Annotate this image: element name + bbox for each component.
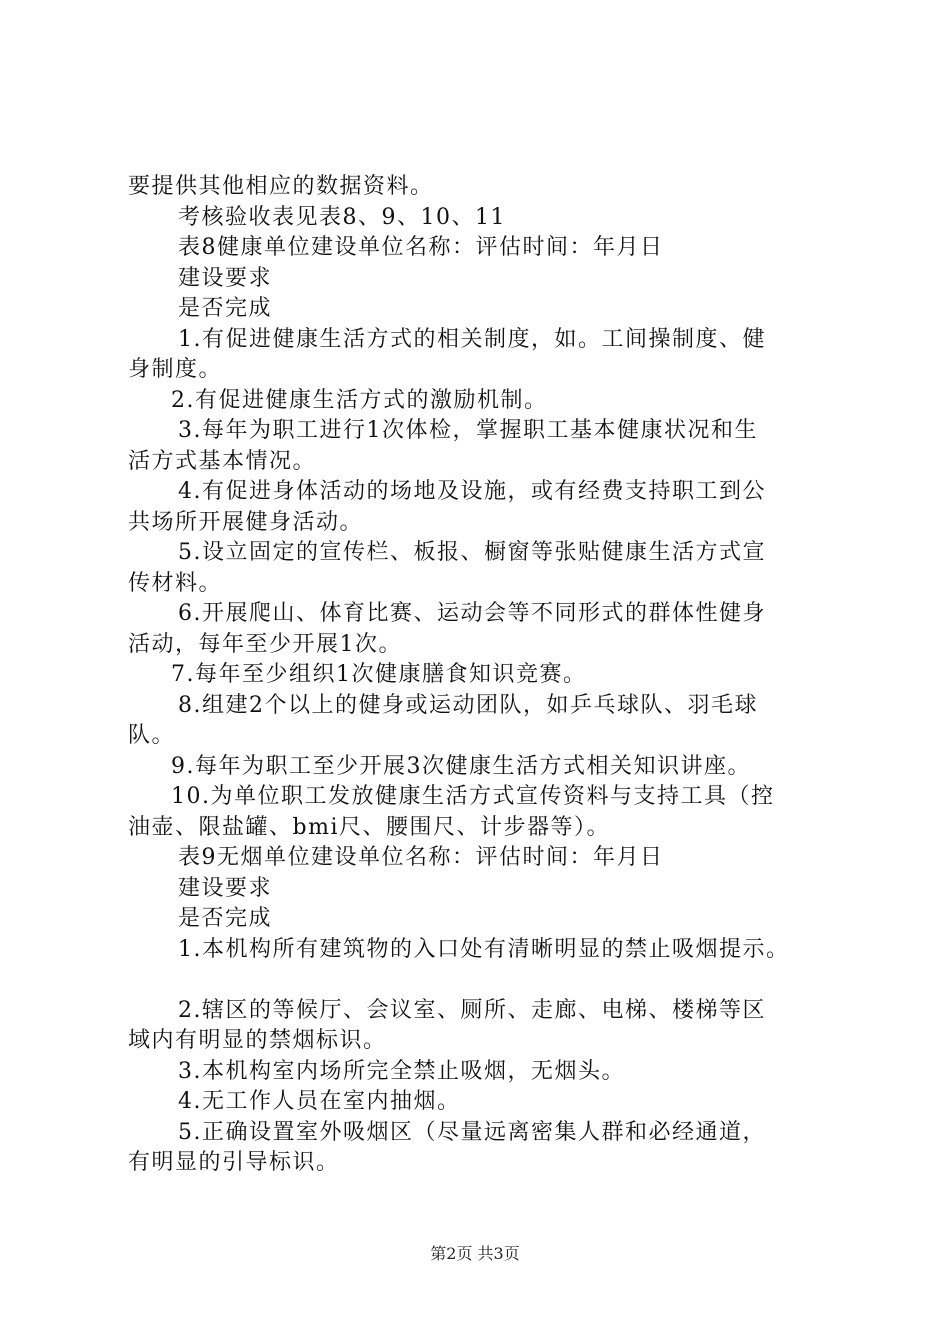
blank-line — [128, 965, 838, 996]
table-8-heading: 表8健康单位建设单位名称：评估时间：年月日 — [178, 235, 664, 260]
list-item-continuation: 队。 — [128, 723, 176, 748]
list-item: 3.本机构室内场所完全禁止吸烟，无烟头。 — [178, 1058, 625, 1084]
list-item: 1.有促进健康生活方式的相关制度，如。工间操制度、健 — [178, 326, 766, 352]
text-line: 要提供其他相应的数据资料。 — [128, 174, 434, 199]
list-item: 2.有促进健康生活方式的激励机制。 — [171, 387, 548, 413]
list-item: 5.正确设置室外吸烟区（尽量远离密集人群和必经通道， — [178, 1119, 766, 1145]
list-item: 10.为单位职工发放健康生活方式宣传资料与支持工具（控 — [171, 784, 775, 809]
list-item: 7.每年至少组织1次健康膳食知识竞赛。 — [171, 662, 587, 687]
list-item-continuation: 传材料。 — [128, 570, 223, 596]
list-item: 2.辖区的等候厅、会议室、厕所、走廊、电梯、楼梯等区 — [178, 997, 766, 1023]
page-number-footer: 第2页 共3页 — [430, 1244, 520, 1263]
list-item-continuation: 域内有明显的禁烟标识。 — [128, 1028, 387, 1053]
table-9-heading: 表9无烟单位建设单位名称：评估时间：年月日 — [178, 845, 664, 870]
list-item: 9.每年为职工至少开展3次健康生活方式相关知识讲座。 — [171, 753, 751, 779]
text-line: 考核验收表见表8、9、10、11 — [178, 204, 506, 230]
list-item-continuation: 有明显的引导标识。 — [128, 1150, 340, 1175]
list-item-continuation: 活方式基本情况。 — [128, 448, 317, 474]
column-header-requirements: 建设要求 — [178, 265, 273, 291]
list-item: 1.本机构所有建筑物的入口处有清晰明显的禁止吸烟提示。 — [178, 936, 790, 962]
list-item: 6.开展爬山、体育比赛、运动会等不同形式的群体性健身 — [178, 601, 766, 626]
list-item-continuation: 活动，每年至少开展1次。 — [128, 631, 402, 657]
list-item: 3.每年为职工进行1次体检，掌握职工基本健康状况和生 — [178, 418, 758, 443]
list-item-continuation: 共场所开展健身活动。 — [128, 509, 364, 535]
list-item: 4.有促进身体活动的场地及设施，或有经费支持职工到公 — [178, 479, 766, 504]
column-header-completed: 是否完成 — [178, 296, 273, 321]
list-item: 5.设立固定的宣传栏、板报、橱窗等张贴健康生活方式宣 — [178, 540, 766, 565]
list-item: 8.组建2个以上的健身或运动团队，如乒乓球队、羽毛球 — [178, 692, 758, 718]
list-item-continuation: 油壶、限盐罐、bmi尺、腰围尺、计步器等）。 — [128, 814, 610, 840]
document-body — [128, 172, 838, 1179]
list-item: 4.无工作人员在室内抽烟。 — [178, 1089, 461, 1114]
column-header-completed: 是否完成 — [178, 906, 273, 931]
column-header-requirements: 建设要求 — [178, 875, 273, 901]
list-item-continuation: 身制度。 — [128, 357, 223, 382]
